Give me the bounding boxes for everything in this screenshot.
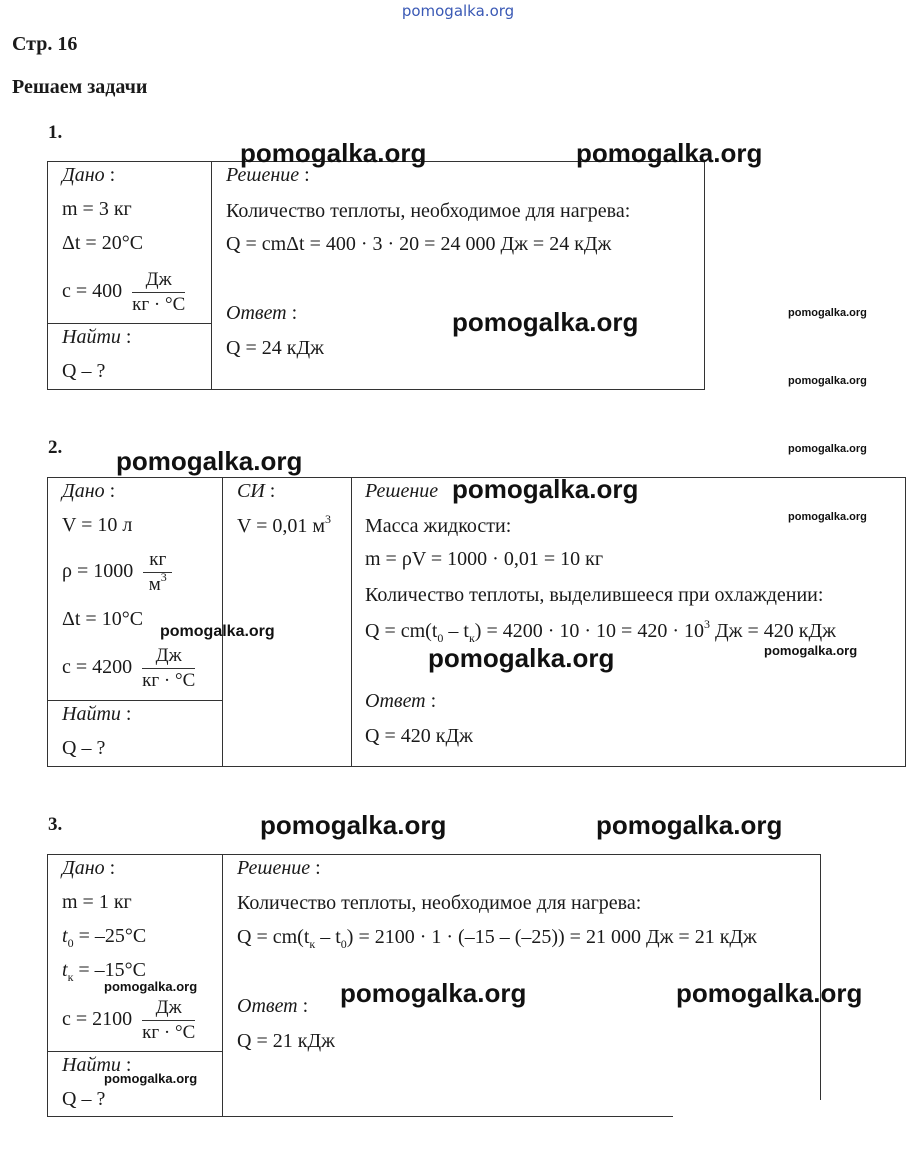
problem-3-answer-label: Ответ : <box>237 995 309 1017</box>
problem-3-top-border <box>47 854 821 855</box>
problem-2-divider-si <box>222 477 223 767</box>
problem-3-find-divider <box>47 1051 223 1052</box>
problem-3-given-mass: m = 1 кг <box>62 891 132 913</box>
problem-2-given-dt: Δt = 10°C <box>62 608 144 630</box>
problem-2-given-c: c = 4200 $\frac{Дж}{кг \cdot ^\circ C}$ <box>62 645 196 691</box>
problem-1-answer-label: Ответ : <box>226 302 298 324</box>
problem-2-find-label: Найти : <box>62 703 132 725</box>
problem-1-solution-label: Решение : <box>226 164 310 186</box>
problem-3-divider <box>222 854 223 1117</box>
problem-3-number: 3. <box>48 814 63 835</box>
watermark: pomogalka.org <box>764 643 858 658</box>
problem-2-mass-formula: m = ρV = 1000 · 0,01 = 10 кг <box>365 548 604 570</box>
problem-3-find-label: Найти : <box>62 1054 132 1076</box>
problem-2-heat-title: Количество теплоты, выделившееся при охлаждении: <box>365 584 824 606</box>
problem-2-given-density: ρ = 1000 $\frac{кг}{м^3}$ <box>62 548 172 597</box>
problem-3-left-border <box>47 854 48 1117</box>
watermark: pomogalka.org <box>452 307 639 337</box>
watermark: pomogalka.org <box>340 978 527 1008</box>
problem-2-si-volume: V = 0,01 $м^3$ <box>237 512 332 537</box>
page-number: Стр. 16 <box>12 33 78 55</box>
problem-2-answer: Q = 420 кДж <box>365 725 473 747</box>
problem-3-bottom-border <box>47 1116 673 1117</box>
watermark: pomogalka.org <box>160 623 275 640</box>
problem-1-given-label: Дано : <box>62 164 116 186</box>
problem-1-given-dt: Δt = 20°C <box>62 232 144 254</box>
watermark: pomogalka.org <box>788 443 867 455</box>
problem-2-heat-formula: $Q = cm(t_0 - t_к) = 4200 \cdot 10 \cdot 10 = 420 \cdot 10^3$ Дж = 420 кДж <box>365 617 836 645</box>
watermark: pomogalka.org <box>104 979 198 994</box>
watermark: pomogalka.org <box>788 375 867 387</box>
watermark: pomogalka.org <box>452 474 639 504</box>
problem-3-answer: Q = 21 кДж <box>237 1030 335 1052</box>
watermark: pomogalka.org <box>428 643 615 673</box>
watermark: pomogalka.org <box>576 138 763 168</box>
problem-1-solution-text: Количество теплоты, необходимое для нагрева: <box>226 200 631 222</box>
watermark: pomogalka.org <box>788 511 867 523</box>
problem-3-c-unit: $\frac{Дж}{кг \cdot ^\circ C}$ <box>142 997 196 1043</box>
problem-2-answer-label: Ответ : <box>365 690 437 712</box>
problem-3-find: Q – ? <box>62 1088 106 1110</box>
problem-1-number: 1. <box>48 122 63 143</box>
watermark: pomogalka.org <box>260 810 447 840</box>
problem-2-si-label: СИ : <box>237 480 276 502</box>
section-title: Решаем задачи <box>12 76 148 98</box>
problem-3-given-tk: $t_к = -15^\circ C$ <box>62 959 147 984</box>
problem-3-solution-label: Решение : <box>237 857 321 879</box>
problem-1-answer: Q = 24 кДж <box>226 337 324 359</box>
problem-2-find: Q – ? <box>62 737 106 759</box>
watermark: pomogalka.org <box>788 307 867 319</box>
watermark: pomogalka.org <box>104 1071 198 1086</box>
problem-2-find-divider <box>47 700 223 701</box>
problem-1-given-mass: m = 3 кг <box>62 198 132 220</box>
problem-2-mass-title: Масса жидкости: <box>365 515 512 537</box>
problem-1-formula: Q = cmΔt = 400 · 3 · 20 = 24 000 Дж = 24 кДж <box>226 233 612 255</box>
problem-2-c-unit: $\frac{Дж}{кг \cdot ^\circ C}$ <box>142 645 196 691</box>
problem-1-c-unit: $\frac{Дж}{кг \cdot ^\circ C}$ <box>132 269 186 315</box>
problem-1-given-c: c = 400 $\frac{Дж}{кг \cdot ^\circ C}$ <box>62 269 186 315</box>
watermark: pomogalka.org <box>596 810 783 840</box>
problem-3-given-label: Дано : <box>62 857 116 879</box>
problem-2-given-label: Дано : <box>62 480 116 502</box>
problem-3-right-border <box>820 854 821 1100</box>
problem-3-formula: $Q = cm(t_к - t_0) = 2100 \cdot 1 \cdot (-15 - (-25)) = 21$ 000 Дж = 21 кДж <box>237 926 757 951</box>
watermark: pomogalka.org <box>240 138 427 168</box>
problem-2-divider-solution <box>351 477 352 767</box>
problem-2-solution-label: Решение <box>365 480 439 502</box>
problem-1-find: Q – ? <box>62 360 106 382</box>
site-header-link[interactable]: pomogalka.org <box>401 2 515 20</box>
problem-1-find-divider <box>47 323 212 324</box>
problem-2-given-volume: V = 10 л <box>62 514 133 536</box>
problem-1-find-label: Найти : <box>62 326 132 348</box>
problem-1-divider <box>211 161 212 390</box>
problem-2-rho-unit: $\frac{кг}{м^3}$ <box>143 548 172 597</box>
problem-2-number: 2. <box>48 437 63 458</box>
problem-3-given-c: c = 2100 $\frac{Дж}{кг \cdot ^\circ C}$ <box>62 997 196 1043</box>
problem-3-given-t0: $t_0 = -25^\circ C$ <box>62 925 147 950</box>
watermark: pomogalka.org <box>116 446 303 476</box>
problem-3-solution-text: Количество теплоты, необходимое для нагрева: <box>237 892 642 914</box>
watermark: pomogalka.org <box>676 978 863 1008</box>
